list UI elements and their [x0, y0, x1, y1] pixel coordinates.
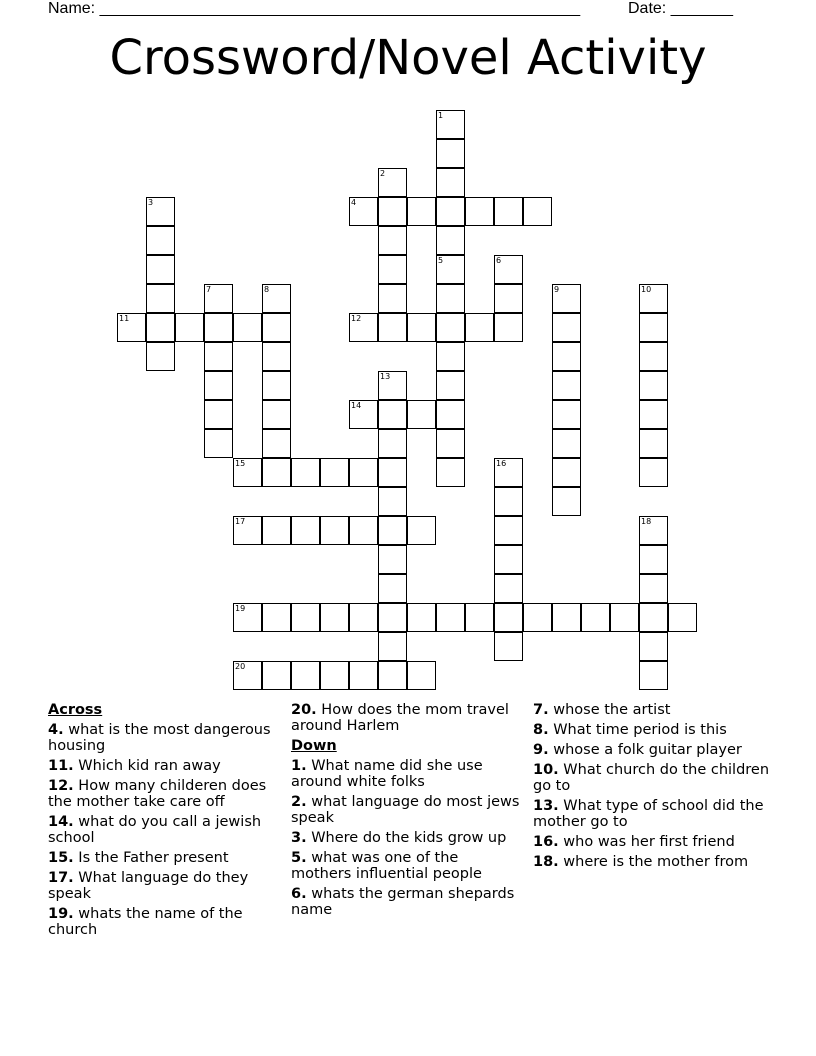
crossword-cell[interactable] [262, 400, 291, 429]
crossword-cell[interactable] [378, 429, 407, 458]
crossword-cell[interactable] [262, 371, 291, 400]
crossword-cell[interactable] [407, 400, 436, 429]
across-clue: 11. Which kid ran away [48, 758, 221, 774]
crossword-cell[interactable] [407, 603, 436, 632]
crossword-cell[interactable] [146, 226, 175, 255]
crossword-cell[interactable] [233, 516, 262, 545]
crossword-cell[interactable] [291, 516, 320, 545]
crossword-cell[interactable] [552, 400, 581, 429]
crossword-cell[interactable] [639, 545, 668, 574]
across-clue: 19. whats the name of the church [48, 906, 243, 938]
down-clue: 6. whats the german shepards name [291, 886, 515, 918]
clue-number: 19 [235, 604, 246, 613]
crossword-cell[interactable] [407, 313, 436, 342]
crossword-cell[interactable] [639, 284, 668, 313]
crossword-cell[interactable] [639, 313, 668, 342]
crossword-cell[interactable] [552, 313, 581, 342]
crossword-cell[interactable] [378, 632, 407, 661]
crossword-cell[interactable] [523, 603, 552, 632]
clue-number: 13 [380, 372, 391, 381]
down-clue: 10. What church do the children go to [533, 762, 770, 794]
crossword-cell[interactable] [204, 400, 233, 429]
crossword-cell[interactable] [639, 400, 668, 429]
crossword-cell[interactable] [349, 400, 378, 429]
clue-number: 9 [554, 285, 560, 294]
clue-number: 7 [206, 285, 212, 294]
crossword-cell[interactable] [436, 342, 465, 371]
crossword-cell[interactable] [262, 661, 291, 690]
crossword-cell[interactable] [378, 168, 407, 197]
clue-number: 10 [641, 285, 652, 294]
crossword-cell[interactable] [494, 197, 523, 226]
crossword-cell[interactable] [146, 255, 175, 284]
down-clue: 8. What time period is this [533, 722, 727, 738]
crossword-cell[interactable] [436, 429, 465, 458]
crossword-cell[interactable] [494, 284, 523, 313]
crossword-cell[interactable] [146, 284, 175, 313]
crossword-cell[interactable] [204, 313, 233, 342]
down-clue: 16. who was her first friend [533, 834, 735, 850]
crossword-cell[interactable] [378, 400, 407, 429]
crossword-cell[interactable] [349, 197, 378, 226]
crossword-cell[interactable] [436, 226, 465, 255]
crossword-cell[interactable] [494, 487, 523, 516]
crossword-cell[interactable] [320, 516, 349, 545]
crossword-cell[interactable] [146, 342, 175, 371]
crossword-cell[interactable] [378, 661, 407, 690]
crossword-cell[interactable] [204, 371, 233, 400]
crossword-cell[interactable] [436, 313, 465, 342]
crossword-cell[interactable] [320, 661, 349, 690]
crossword-cell[interactable] [639, 574, 668, 603]
crossword-cell[interactable] [262, 342, 291, 371]
crossword-cell[interactable] [378, 371, 407, 400]
date-field-line: Date: _______ [628, 0, 733, 17]
across-clue: 15. Is the Father present [48, 850, 229, 866]
down-heading: Down [291, 738, 337, 754]
crossword-cell[interactable] [494, 632, 523, 661]
down-clue: 5. what was one of the mothers influential people [291, 850, 482, 882]
crossword-cell[interactable] [581, 603, 610, 632]
clue-number: 6 [496, 256, 502, 265]
crossword-cell[interactable] [494, 603, 523, 632]
crossword-cell[interactable] [262, 516, 291, 545]
crossword-cell[interactable] [204, 284, 233, 313]
clues-column-3 [533, 702, 773, 874]
clue-number: 4 [351, 198, 357, 207]
crossword-cell[interactable] [494, 313, 523, 342]
down-clue: 9. whose a folk guitar player [533, 742, 742, 758]
clue-number: 8 [264, 285, 270, 294]
clue-number: 12 [351, 314, 362, 323]
crossword-cell[interactable] [349, 661, 378, 690]
crossword-cell[interactable] [349, 313, 378, 342]
crossword-cell[interactable] [349, 458, 378, 487]
crossword-cell[interactable] [146, 197, 175, 226]
crossword-cell[interactable] [436, 139, 465, 168]
clues-column-2 [291, 702, 523, 922]
crossword-cell[interactable] [378, 284, 407, 313]
crossword-cell[interactable] [233, 661, 262, 690]
crossword-cell[interactable] [320, 603, 349, 632]
crossword-cell[interactable] [291, 661, 320, 690]
crossword-cell[interactable] [436, 458, 465, 487]
crossword-cell[interactable] [552, 342, 581, 371]
crossword-cell[interactable] [117, 313, 146, 342]
crossword-cell[interactable] [146, 313, 175, 342]
crossword-cell[interactable] [494, 458, 523, 487]
across-clue: 4. what is the most dangerous housing [48, 722, 271, 754]
crossword-cell[interactable] [378, 603, 407, 632]
crossword-cell[interactable] [262, 458, 291, 487]
clues-column-1 [48, 702, 280, 942]
crossword-cell[interactable] [465, 313, 494, 342]
crossword-cell[interactable] [378, 226, 407, 255]
down-clue: 3. Where do the kids grow up [291, 830, 507, 846]
crossword-cell[interactable] [494, 545, 523, 574]
crossword-cell[interactable] [233, 603, 262, 632]
crossword-cell[interactable] [378, 313, 407, 342]
crossword-cell[interactable] [233, 458, 262, 487]
across-clue: 14. what do you call a jewish school [48, 814, 262, 846]
clue-number: 20 [235, 662, 246, 671]
crossword-cell[interactable] [639, 632, 668, 661]
crossword-cell[interactable] [378, 255, 407, 284]
clue-number: 3 [148, 198, 154, 207]
crossword-cell[interactable] [465, 603, 494, 632]
clue-number: 16 [496, 459, 507, 468]
crossword-cell[interactable] [378, 487, 407, 516]
crossword-cell[interactable] [436, 168, 465, 197]
crossword-cell[interactable] [436, 284, 465, 313]
across-heading: Across [48, 702, 103, 718]
crossword-cell[interactable] [262, 603, 291, 632]
crossword-cell[interactable] [639, 342, 668, 371]
crossword-cell[interactable] [494, 516, 523, 545]
clue-number: 17 [235, 517, 246, 526]
crossword-cell[interactable] [378, 574, 407, 603]
crossword-cell[interactable] [552, 429, 581, 458]
crossword-cell[interactable] [407, 516, 436, 545]
crossword-cell[interactable] [668, 603, 697, 632]
crossword-cell[interactable] [552, 284, 581, 313]
crossword-cell[interactable] [320, 458, 349, 487]
crossword-cell[interactable] [378, 458, 407, 487]
crossword-cell[interactable] [378, 545, 407, 574]
crossword-cell[interactable] [552, 371, 581, 400]
crossword-cell[interactable] [291, 603, 320, 632]
crossword-cell[interactable] [407, 661, 436, 690]
crossword-cell[interactable] [436, 603, 465, 632]
crossword-cell[interactable] [436, 371, 465, 400]
crossword-cell[interactable] [552, 458, 581, 487]
crossword-cell[interactable] [349, 603, 378, 632]
crossword-cell[interactable] [639, 516, 668, 545]
crossword-cell[interactable] [552, 487, 581, 516]
crossword-cell[interactable] [610, 603, 639, 632]
crossword-cell[interactable] [639, 371, 668, 400]
across-clue: 20. How does the mom travel around Harlem [291, 702, 509, 734]
crossword-cell[interactable] [523, 197, 552, 226]
crossword-cell[interactable] [378, 197, 407, 226]
crossword-cell[interactable] [262, 284, 291, 313]
clue-number: 18 [641, 517, 652, 526]
crossword-cell[interactable] [378, 516, 407, 545]
crossword-cell[interactable] [436, 110, 465, 139]
crossword-cell[interactable] [291, 458, 320, 487]
clue-number: 5 [438, 256, 444, 265]
down-clue: 2. what language do most jews speak [291, 794, 520, 826]
crossword-cell[interactable] [262, 313, 291, 342]
clue-number: 2 [380, 169, 386, 178]
crossword-cell[interactable] [465, 197, 494, 226]
crossword-cell[interactable] [436, 400, 465, 429]
down-clue: 18. where is the mother from [533, 854, 749, 870]
down-clue: 13. What type of school did the mother go to [533, 798, 764, 830]
across-clue: 17. What language do they speak [48, 870, 249, 902]
page-title: Crossword/Novel Activity [109, 30, 707, 86]
clue-number: 11 [119, 314, 130, 323]
crossword-cell[interactable] [494, 255, 523, 284]
down-clue: 1. What name did she use around white folks [291, 758, 483, 790]
crossword-cell[interactable] [262, 429, 291, 458]
crossword-cell[interactable] [639, 661, 668, 690]
crossword-cell[interactable] [639, 603, 668, 632]
clue-number: 15 [235, 459, 246, 468]
crossword-cell[interactable] [552, 603, 581, 632]
name-field-line: Name: ______________________________________________________ [48, 0, 581, 17]
crossword-cell[interactable] [407, 197, 436, 226]
crossword-cell[interactable] [233, 313, 262, 342]
across-clue: 12. How many childeren does the mother take care off [48, 778, 267, 810]
crossword-cell[interactable] [175, 313, 204, 342]
crossword-cell[interactable] [436, 197, 465, 226]
down-clue: 7. whose the artist [533, 702, 671, 718]
crossword-cell[interactable] [639, 458, 668, 487]
clue-number: 1 [438, 111, 444, 120]
crossword-cell[interactable] [349, 516, 378, 545]
crossword-cell[interactable] [204, 342, 233, 371]
crossword-cell[interactable] [639, 429, 668, 458]
crossword-cell[interactable] [436, 255, 465, 284]
clue-number: 14 [351, 401, 362, 410]
crossword-cell[interactable] [494, 574, 523, 603]
crossword-cell[interactable] [204, 429, 233, 458]
